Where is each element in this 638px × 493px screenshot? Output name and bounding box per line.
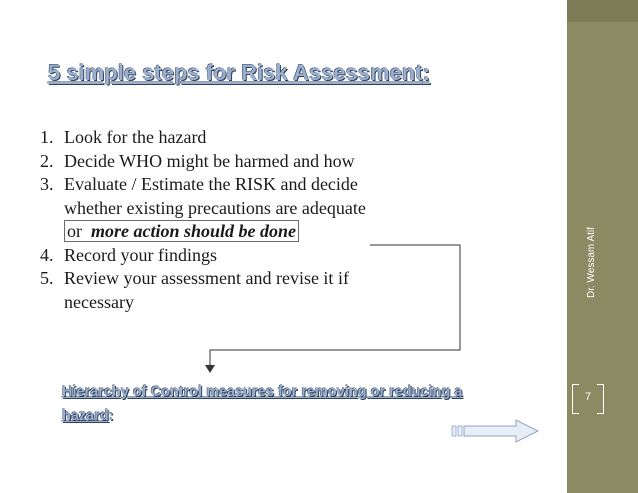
slide-title-colon: : <box>422 60 430 85</box>
step-2-text: Decide WHO might be harmed and how <box>64 150 355 171</box>
step-2-number: 2. <box>40 150 54 171</box>
step-3-line-2: whether existing precautions are adequate <box>64 197 366 218</box>
step-5-number: 5. <box>40 268 54 288</box>
more-action-emphasis: more action should be done <box>91 221 297 241</box>
hierarchy-line-1: Hierarchy of Control measures for removing or reducing a <box>62 384 463 400</box>
hierarchy-line-2: hazard <box>62 408 109 424</box>
step-1-text: Look for the hazard <box>64 127 207 147</box>
step-3-number: 3. <box>40 174 54 194</box>
step-4-number: 4. <box>40 244 54 265</box>
more-action-prefix: or <box>67 221 87 241</box>
hierarchy-heading <box>62 380 542 428</box>
slide-title-text: 5 simple steps for Risk Assessment <box>48 60 423 85</box>
step-5-line-1: Review your assessment and revise it if <box>64 268 349 288</box>
step-4-text: Record your findings <box>64 244 217 265</box>
page-number: 7 <box>584 391 592 403</box>
step-5-line-2: necessary <box>64 291 134 312</box>
connector-down-arrow-icon <box>205 245 460 373</box>
hierarchy-colon: : <box>108 408 114 424</box>
step-1-number: 1. <box>40 127 54 147</box>
author-text: Dr. Wessam Atif <box>586 227 597 298</box>
step-3-line-1: Evaluate / Estimate the RISK and decide <box>64 174 358 194</box>
